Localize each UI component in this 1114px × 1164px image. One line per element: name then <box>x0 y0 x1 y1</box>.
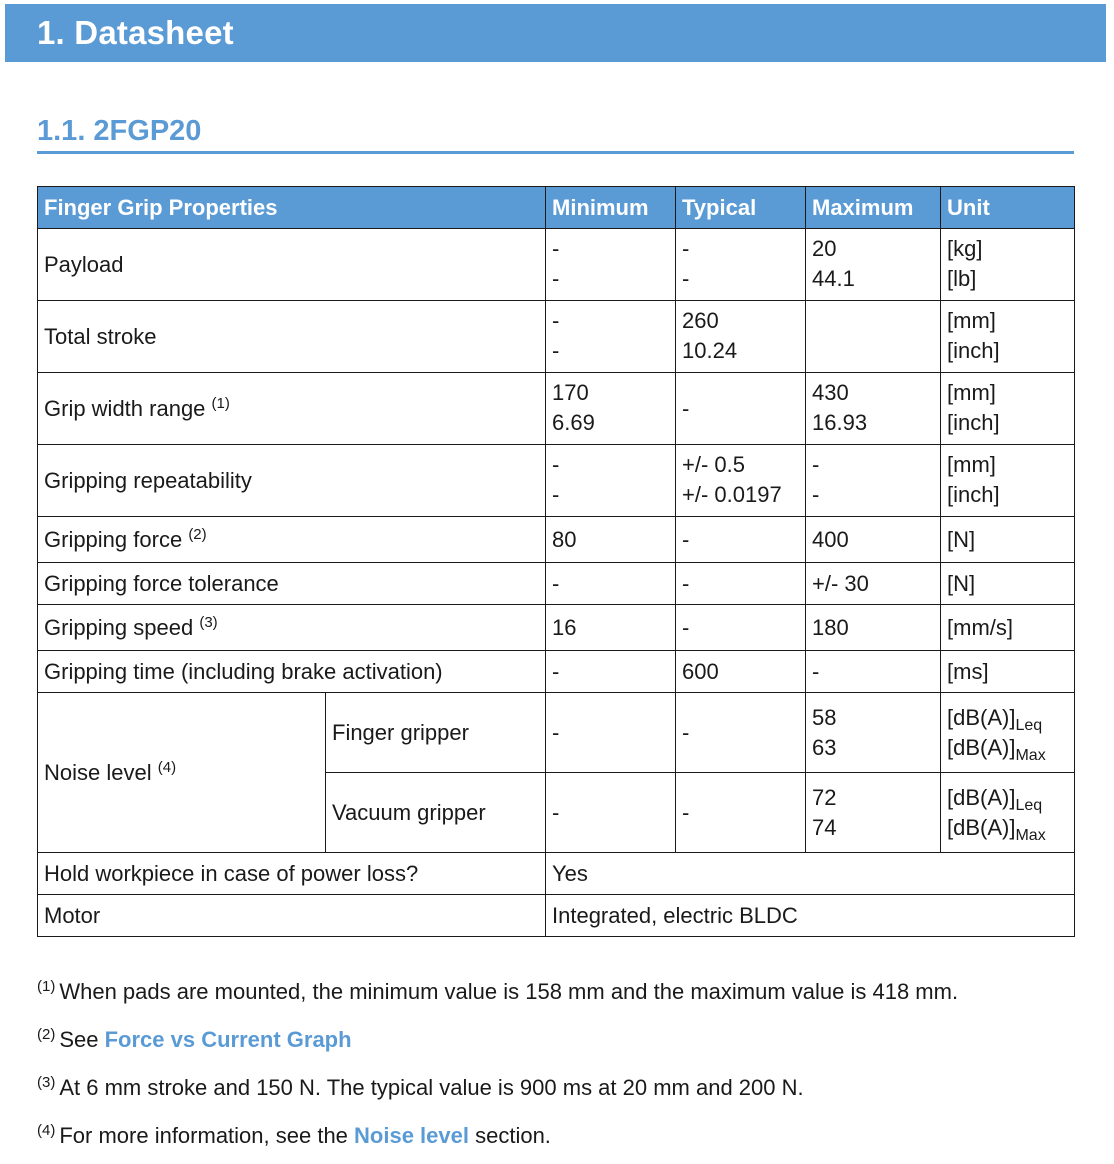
cell-unit: [kg] [lb] <box>941 229 1075 301</box>
row-label: Gripping speed $^{(3)}$ <box>38 605 546 651</box>
table-row-time <box>38 651 1075 693</box>
cell-max: 20 44.1 <box>806 229 941 301</box>
cell-typ: - - <box>676 229 806 301</box>
cell-typ: - <box>676 563 806 605</box>
table-row-repeatability <box>38 445 1075 517</box>
footnote-ref: (1) <box>211 394 230 412</box>
cell-typ: 600 <box>676 651 806 693</box>
footnote-mark: (3) <box>37 1074 56 1091</box>
footnote-ref: (3) <box>199 613 218 631</box>
footnote-1: $^{(1)}$ When pads are mounted, the minimum value is 158 mm and the maximum value is 418 mm. <box>37 978 959 1004</box>
row-label: Gripping time (including brake activation) <box>38 651 546 693</box>
spec-table <box>37 186 1075 937</box>
table-row-grip-width <box>38 373 1075 445</box>
table-row-force-tolerance <box>38 563 1075 605</box>
footnote-ref: (4) <box>157 758 177 776</box>
table-row-motor <box>38 895 1075 937</box>
page-title: 1. Datasheet <box>37 14 234 51</box>
row-label: Hold workpiece in case of power loss? <box>38 853 546 895</box>
cell-unit: $[dB(A)]_{Leq}$ $[dB(A)]_{Max}$ <box>941 693 1075 773</box>
cell-max: 180 <box>806 605 941 651</box>
cell-min: - - <box>546 445 676 517</box>
cell-max <box>806 301 941 373</box>
col-header-maximum: Maximum <box>806 187 941 229</box>
footnote-mark: (2) <box>37 1026 56 1043</box>
table-row-force <box>38 517 1075 563</box>
cell-max: 400 <box>806 517 941 563</box>
cell-min: 80 <box>546 517 676 563</box>
col-header-minimum: Minimum <box>546 187 676 229</box>
sub-label: Vacuum gripper <box>326 773 546 853</box>
cell-min: 16 <box>546 605 676 651</box>
cell-value: Yes <box>546 853 1075 895</box>
section-title: 1.1. 2FGP20 <box>37 115 202 147</box>
row-label: Payload <box>38 229 546 301</box>
cell-unit: [N] <box>941 563 1075 605</box>
footnote-mark: (1) <box>37 978 56 995</box>
row-label: Grip width range $^{(1)}$ <box>38 373 546 445</box>
cell-max: 430 16.93 <box>806 373 941 445</box>
cell-typ: - <box>676 517 806 563</box>
cell-unit: $[dB(A)]_{Leq}$ $[dB(A)]_{Max}$ <box>941 773 1075 853</box>
row-label: Gripping repeatability <box>38 445 546 517</box>
cell-min: 170 6.69 <box>546 373 676 445</box>
footnote-4: $^{(4)}$ For more information, see the Noise level section. <box>37 1122 551 1148</box>
cell-min: - <box>546 651 676 693</box>
cell-max: 58 63 <box>806 693 941 773</box>
cell-min: - - <box>546 301 676 373</box>
cell-value: Integrated, electric BLDC <box>546 895 1075 937</box>
cell-min: - <box>546 773 676 853</box>
cell-typ: - <box>676 605 806 651</box>
table-row-hold <box>38 853 1075 895</box>
cell-max: 72 74 <box>806 773 941 853</box>
cell-unit: [N] <box>941 517 1075 563</box>
row-label: Gripping force tolerance <box>38 563 546 605</box>
cell-min: - - <box>546 229 676 301</box>
cell-typ: - <box>676 693 806 773</box>
footnote-2: $^{(2)}$ See Force vs Current Graph <box>37 1026 352 1052</box>
cell-unit: [mm/s] <box>941 605 1075 651</box>
cell-max: +/- 30 <box>806 563 941 605</box>
col-header-typical: Typical <box>676 187 806 229</box>
sub-label: Finger gripper <box>326 693 546 773</box>
cell-min: - <box>546 563 676 605</box>
row-label: Total stroke <box>38 301 546 373</box>
section-heading <box>37 108 1074 154</box>
row-label: Gripping force $^{(2)}$ <box>38 517 546 563</box>
col-header-property: Finger Grip Properties <box>38 187 546 229</box>
footnote-3: $^{(3)}$ At 6 mm stroke and 150 N. The typical value is 900 ms at 20 mm and 200 N. <box>37 1074 804 1100</box>
row-label: Noise level $^{(4)}$ <box>38 693 326 853</box>
force-vs-current-link[interactable]: Force vs Current Graph <box>104 1027 352 1052</box>
cell-min: - <box>546 693 676 773</box>
row-label: Motor <box>38 895 546 937</box>
noise-level-link[interactable]: Noise level <box>354 1123 469 1148</box>
table-row-noise-finger <box>38 693 1075 773</box>
footnote-ref: (2) <box>188 525 207 543</box>
col-header-unit: Unit <box>941 187 1075 229</box>
footnote-mark: (4) <box>37 1122 56 1139</box>
cell-typ: +/- 0.5 +/- 0.0197 <box>676 445 806 517</box>
cell-max: - - <box>806 445 941 517</box>
cell-unit: [mm] [inch] <box>941 373 1075 445</box>
table-row-payload <box>38 229 1075 301</box>
cell-unit: [mm] [inch] <box>941 301 1075 373</box>
datasheet-banner <box>5 4 1106 62</box>
cell-unit: [mm] [inch] <box>941 445 1075 517</box>
cell-unit: [ms] <box>941 651 1075 693</box>
cell-typ: 260 10.24 <box>676 301 806 373</box>
table-row-speed <box>38 605 1075 651</box>
footnotes <box>37 972 1097 1164</box>
cell-max: - <box>806 651 941 693</box>
cell-typ: - <box>676 773 806 853</box>
cell-typ: - <box>676 373 806 445</box>
table-header-row <box>38 187 1075 229</box>
table-row-stroke <box>38 301 1075 373</box>
